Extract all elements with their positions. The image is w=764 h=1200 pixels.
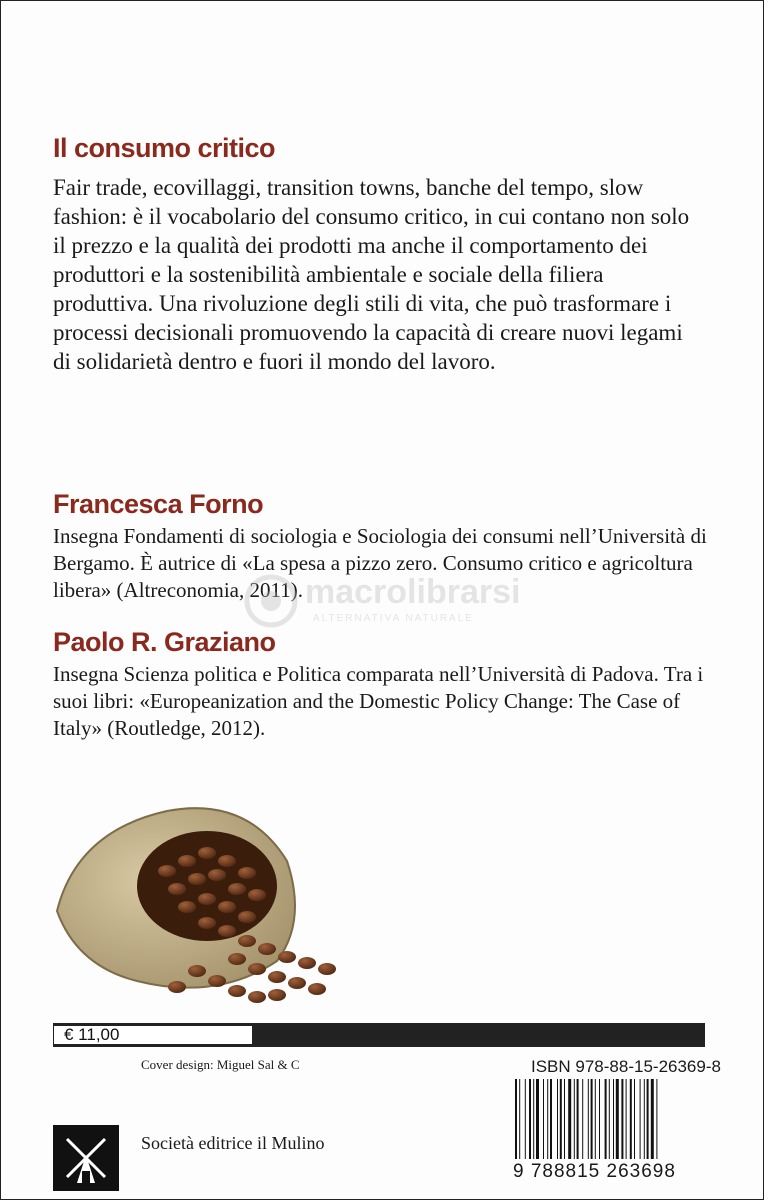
barcode-bar	[591, 1079, 593, 1159]
barcode-bar	[656, 1079, 657, 1159]
barcode-bar	[640, 1079, 641, 1159]
barcode-bar	[547, 1079, 548, 1159]
blurb-text: Fair trade, ecovillaggi, transition towns, banche del tempo, slow fashion: è il vocabolario del consumo critico, in cui contano non solo il prezzo e la qualità dei prodotti ma anche il comportamento dei produttori e la sostenibilità ambientale e sociale della filiera produttiva. Una rivoluzione degli stili di vita, che può trasformare i processi decisionali promuovendo la capacità di creare nuovi legami di solidarietà dentro e fuori il mondo del lavoro.	[53, 175, 690, 374]
author-name-1: Francesca Forno	[53, 489, 264, 519]
barcode-bar	[536, 1079, 539, 1159]
barcode-bar	[529, 1079, 531, 1159]
price-label: € 11,00	[53, 1025, 253, 1045]
barcode-bar	[557, 1079, 558, 1159]
barcode-bar	[621, 1079, 623, 1159]
barcode-bar	[613, 1079, 614, 1159]
barcode-bar	[609, 1079, 610, 1159]
barcode-bar	[564, 1079, 565, 1159]
price-bar	[53, 1023, 705, 1047]
barcode-bar	[525, 1079, 526, 1159]
barcode-bar	[626, 1079, 627, 1159]
barcode-bar	[630, 1079, 632, 1159]
barcode-bar	[651, 1079, 654, 1159]
watermark-tagline: ALTERNATIVA NATURALE	[313, 613, 474, 624]
publisher-name: Società editrice il Mulino	[141, 1133, 325, 1153]
isbn-label: ISBN 978-88-15-26369-8	[531, 1057, 721, 1076]
barcode-bar	[543, 1079, 544, 1159]
barcode-number: 9 788815 263698	[513, 1161, 676, 1182]
windmill-icon	[53, 1125, 119, 1191]
barcode-bar	[533, 1079, 534, 1159]
barcode-bar	[519, 1079, 520, 1159]
author-bio-1: Insegna Fondamenti di sociologia e Sociologia dei consumi nell’Università di Bergamo. È autrice di «La spesa a pizzo zero. Consumo critico e agricoltura libera» (Altreconomia, 2011).	[53, 524, 707, 602]
barcode-bar	[588, 1079, 589, 1159]
barcode-bar	[616, 1079, 619, 1159]
barcode-bar	[515, 1079, 517, 1159]
barcode-bar	[550, 1079, 552, 1159]
barcode-bar	[577, 1079, 579, 1159]
barcode-bar	[599, 1079, 600, 1159]
barcode-bar	[644, 1079, 645, 1159]
barcode	[513, 1079, 705, 1159]
coffee-sack-image	[47, 791, 347, 1011]
barcode-bar	[595, 1079, 596, 1159]
author-bio-2: Insegna Scienza politica e Politica comparata nell’Università di Padova. Tra i suoi libri: «Europeanization and the Domestic Policy Change: The Case of Italy» (Routledge, 2012).	[53, 662, 704, 740]
barcode-bar	[634, 1079, 635, 1159]
barcode-bar	[568, 1079, 571, 1159]
cover-design-credit: Cover design: Miguel Sal & C	[141, 1057, 300, 1072]
barcode-bar	[574, 1079, 575, 1159]
author-name-2: Paolo R. Graziano	[53, 627, 276, 657]
barcode-bar	[647, 1079, 649, 1159]
barcode-bar	[560, 1079, 562, 1159]
barcode-bar	[582, 1079, 583, 1159]
barcode-bar	[605, 1079, 607, 1159]
section-title: Il consumo critico	[53, 133, 276, 163]
watermark-name: macrolibrarsi	[305, 573, 521, 611]
